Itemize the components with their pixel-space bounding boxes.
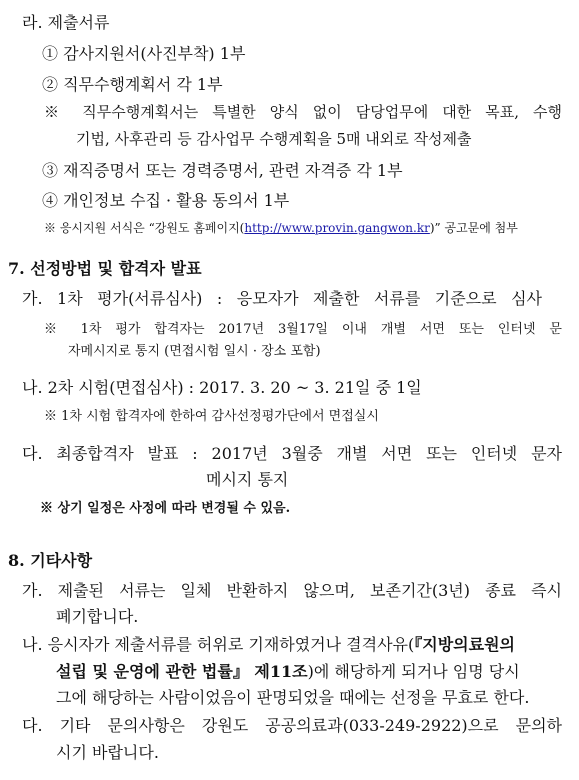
- docs-item-2: ② 직무수행계획서 각 1부: [42, 75, 223, 94]
- section-7-item-a-note-line-1: ※ 1차 평가 합격자는 2017년 3월17일 이내 개별 서면 또는 인터넷 문: [44, 322, 562, 337]
- section-8-item-b-text-2: )에 해당하게 되거나 임명 당시: [307, 662, 520, 681]
- section-7-title: 7. 선정방법 및 합격자 발표: [8, 259, 202, 278]
- law-title-start: 『지방의료원의: [414, 635, 515, 654]
- section-7-item-c-line-1: 다. 최종합격자 발표 : 2017년 3월중 개별 서면 또는 인터넷 문자: [22, 444, 562, 463]
- law-title-end: 설립 및 운영에 관한 법률』 제11조: [56, 662, 308, 681]
- homepage-link[interactable]: http://www.provin.gangwon.kr: [244, 221, 430, 235]
- section-7-item-b-note: ※ 1차 시험 합격자에 한하여 감사선정평가단에서 면접실시: [44, 409, 379, 424]
- docs-item-1: ① 감사지원서(사진부착) 1부: [42, 44, 246, 63]
- docs-heading: 라. 제출서류: [22, 13, 110, 32]
- section-7-item-a: 가. 1차 평가(서류심사) : 응모자가 제출한 서류를 기준으로 심사: [22, 289, 542, 308]
- docs-note-1-line-1: ※ 직무수행계획서는 특별한 양식 없이 담당업무에 대한 목표, 수행: [44, 103, 562, 121]
- section-8-item-b-line-2: [56, 659, 520, 682]
- docs-item-3: ③ 재직증명서 또는 경력증명서, 관련 자격증 각 1부: [42, 161, 403, 180]
- section-8-item-c-line-1: 다. 기타 문의사항은 강원도 공공의료과(033-249-2922)으로 문의하: [22, 716, 562, 735]
- docs-note-1-line-2: 기법, 사후관리 등 감사업무 수행계획을 5매 내외로 작성제출: [76, 130, 472, 148]
- section-8-item-b-text: 나. 응시자가 제출서류를 허위로 기재하였거나 결격사유(: [22, 635, 415, 654]
- docs-note-2: [44, 219, 518, 236]
- section-8-item-a-line-1: 가. 제출된 서류는 일체 반환하지 않으며, 보존기간(3년) 종료 즉시: [22, 581, 562, 600]
- section-8-title: 8. 기타사항: [8, 551, 93, 570]
- section-7-item-c-line-2: 메시지 통지: [206, 470, 289, 489]
- section-8-item-a-line-2: 폐기합니다.: [56, 607, 139, 626]
- docs-item-4: ④ 개인정보 수집 · 활용 동의서 1부: [42, 191, 290, 210]
- docs-note-2-suffix: )” 공고문에 첨부: [429, 221, 518, 235]
- section-8-item-b-line-1: [22, 632, 515, 655]
- section-8-item-b-line-3: 그에 해당하는 사람이었음이 판명되었을 때에는 선정을 무효로 한다.: [56, 688, 530, 707]
- section-7-item-a-note-line-2: 자메시지로 통지 (면접시험 일시 · 장소 포함): [68, 344, 321, 359]
- section-7-item-b: 나. 2차 시험(면접심사) : 2017. 3. 20 ~ 3. 21일 중 1일: [22, 378, 422, 397]
- docs-note-2-prefix: ※ 응시지원 서식은 “강원도 홈페이지(: [44, 221, 245, 235]
- schedule-warning: ※ 상기 일정은 사정에 따라 변경될 수 있음.: [40, 501, 291, 516]
- section-8-item-c-line-2: 시기 바랍니다.: [56, 743, 159, 762]
